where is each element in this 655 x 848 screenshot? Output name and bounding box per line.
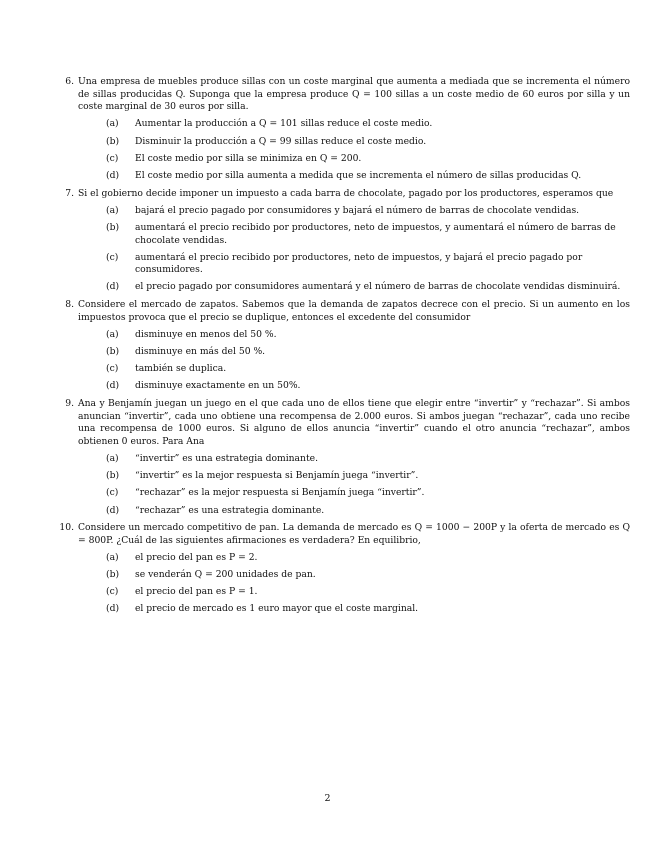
option-label: (d) <box>106 380 120 392</box>
option-label: (c) <box>106 586 119 598</box>
option-text: “rechazar” es la mejor respuesta si Benjamín juega “invertir”. <box>135 487 425 499</box>
question-8 <box>56 299 630 393</box>
option-text: bajará el precio pagado por consumidores y bajará el número de barras de chocolate vendidas. <box>135 204 580 216</box>
answer-option <box>78 329 630 342</box>
question-number: 10. <box>59 522 74 534</box>
option-label: (b) <box>106 569 120 581</box>
option-label: (b) <box>106 135 120 147</box>
option-label: (c) <box>106 363 119 375</box>
option-text: “rechazar” es una estrategia dominante. <box>135 504 325 516</box>
answer-option <box>78 586 630 599</box>
answer-option <box>78 205 630 218</box>
answer-option <box>78 136 630 149</box>
answer-option <box>78 346 630 359</box>
answer-option <box>78 281 630 294</box>
answer-option <box>78 487 630 500</box>
answer-option <box>78 552 630 565</box>
option-label: (b) <box>106 346 120 358</box>
page-number: 2 <box>324 793 331 804</box>
answer-option <box>78 569 630 582</box>
option-text: también se duplica. <box>135 363 227 375</box>
question-7 <box>56 188 630 295</box>
answer-option <box>78 505 630 518</box>
option-text: se venderán Q = 200 unidades de pan. <box>135 569 316 581</box>
option-text: “invertir” es una estrategia dominante. <box>135 452 319 464</box>
option-text: el precio del pan es P = 2. <box>135 551 258 563</box>
answer-option <box>78 603 630 616</box>
option-label: (a) <box>106 118 119 130</box>
answer-option <box>78 453 630 466</box>
answer-option <box>78 170 630 183</box>
option-label: (b) <box>106 221 120 233</box>
option-text: el precio del pan es P = 1. <box>135 586 258 598</box>
option-text: “invertir” es la mejor respuesta si Benjamín juega “invertir”. <box>135 470 419 482</box>
answer-option <box>78 363 630 376</box>
question-9 <box>56 398 630 517</box>
option-label: (c) <box>106 487 119 499</box>
option-text: aumentará el precio recibido por productores, neto de impuestos, y bajará el precio pagado por consumidores. <box>135 251 583 276</box>
option-text: Disminuir la producción a Q = 99 sillas reduce el coste medio. <box>135 135 427 147</box>
option-label: (a) <box>106 204 119 216</box>
answer-option <box>78 118 630 131</box>
question-number: 9. <box>65 398 74 409</box>
option-text: aumentará el precio recibido por productores, neto de impuestos, y aumentará el número de barras de chocolate vendidas. <box>135 221 616 246</box>
option-text: el precio de mercado es 1 euro mayor que el coste marginal. <box>135 603 419 615</box>
option-label: (d) <box>106 504 120 516</box>
question-text: Considere un mercado competitivo de pan. La demanda de mercado es Q = 1000 − 200P y la oferta de mercado es Q = 800P. ¿Cuál de las siguientes afirmaciones es verdadera? En equilibrio, <box>78 522 630 546</box>
option-label: (a) <box>106 452 119 464</box>
answer-option <box>78 380 630 393</box>
question-text: Ana y Benjamín juegan un juego en el que cada uno de ellos tiene que elegir entre “invertir” y “rechazar”. Si ambos anuncian “invertir”, cada uno obtiene una recompensa de 2.000 euros. Si ambos juegan “rechazar”, cada uno recibe una recompensa de 1000 euros. Si alguno de ellos anuncia “invertir” cuando el otro anuncia “rechazar”, ambos obtienen 0 euros. Para Ana <box>78 398 630 447</box>
answer-option <box>78 222 630 247</box>
option-label: (d) <box>106 281 120 293</box>
option-label: (c) <box>106 152 119 164</box>
option-text: disminuye exactamente en un 50%. <box>135 380 301 392</box>
question-text: Una empresa de muebles produce sillas con un coste marginal que aumenta a mediada que se incrementa el número de sillas producidas Q. Suponga que la empresa produce Q = 100 sillas a un coste medio de 60 euros por silla y un coste marginal de 30 euros por silla. <box>78 76 630 113</box>
question-text: Considere el mercado de zapatos. Sabemos que la demanda de zapatos decrece con el precio. Si un aumento en los impuestos provoca que el precio se duplique, entonces el excedente del consumidor <box>78 299 630 323</box>
option-label: (d) <box>106 169 120 181</box>
option-text: El coste medio por silla aumenta a medida que se incrementa el número de sillas producidas Q. <box>135 169 582 181</box>
option-text: El coste medio por silla se minimiza en Q = 200. <box>135 152 362 164</box>
option-text: Aumentar la producción a Q = 101 sillas reduce el coste medio. <box>135 118 433 130</box>
question-6 <box>56 76 630 183</box>
question-text: Si el gobierno decide imponer un impuesto a cada barra de chocolate, pagado por los productores, esperamos que <box>78 187 614 199</box>
question-number: 8. <box>65 299 74 311</box>
answer-option <box>78 153 630 166</box>
option-text: el precio pagado por consumidores aumentará y el número de barras de chocolate vendidas disminuirá. <box>135 281 621 293</box>
option-text: disminuye en más del 50 %. <box>135 346 266 358</box>
question-number: 6. <box>65 76 74 87</box>
option-label: (d) <box>106 603 120 615</box>
question-10 <box>56 522 630 616</box>
option-label: (a) <box>106 551 119 563</box>
option-label: (b) <box>106 470 120 482</box>
answer-option <box>78 470 630 483</box>
option-label: (c) <box>106 251 119 263</box>
option-text: disminuye en menos del 50 %. <box>135 328 277 340</box>
answer-option <box>78 252 630 277</box>
option-label: (a) <box>106 328 119 340</box>
question-list <box>56 76 630 621</box>
question-number: 7. <box>65 187 74 199</box>
